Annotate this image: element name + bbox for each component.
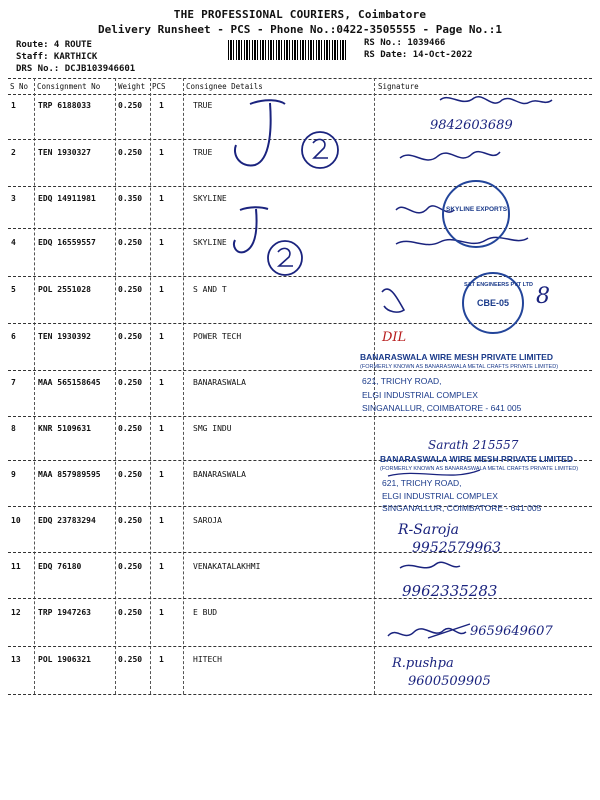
banaraswala-stamp-addr3: SINGANALLUR, COIMBATORE - 641 005 (382, 503, 542, 513)
handwritten-signature: Sarath 215557 (428, 438, 519, 452)
row-consignee: E BUD (193, 608, 218, 617)
row-consignee: BANARASWALA (193, 378, 246, 387)
handwritten-phone: 9659649607 (470, 624, 553, 639)
staff-label: Staff: KARTHICK (16, 52, 98, 62)
row-sno: 2 (11, 148, 16, 157)
st-stamp-center: CBE-05 (476, 298, 509, 308)
banaraswala-stamp-formerly: (FORMERLY KNOWN AS BANARASWALA METAL CRAFTS PRIVATE LIMITED) (360, 364, 559, 370)
row-weight: 0.250 (118, 101, 143, 110)
row-consignment: MAA 565158645 (38, 378, 101, 387)
row-consignee: SAROJA (193, 516, 222, 525)
row-sno: 3 (11, 194, 16, 203)
rs-number: RS No.: 1039466 (364, 38, 446, 48)
row-sno: 5 (11, 285, 16, 294)
row-sno: 11 (11, 562, 21, 571)
row-sno: 13 (11, 655, 21, 664)
row-consignment: POL 1906321 (38, 655, 91, 664)
row-consignment: TRP 1947263 (38, 608, 91, 617)
row-pcs: 1 (159, 516, 164, 525)
row-weight: 0.250 (118, 562, 143, 571)
row-pcs: 1 (159, 424, 164, 433)
row-pcs: 1 (159, 562, 164, 571)
row-sno: 9 (11, 470, 16, 479)
row-weight: 0.250 (118, 608, 143, 617)
banaraswala-stamp-name: BANARASWALA WIRE MESH PRIVATE LIMITED (380, 454, 573, 464)
handwritten-phone: 9952579963 (412, 540, 502, 556)
row-pcs: 1 (159, 285, 164, 294)
row-pcs: 1 (159, 378, 164, 387)
col-header-signature: Signature (378, 82, 419, 91)
row-sno: 10 (11, 516, 21, 525)
col-header-consignee: Consignee Details (186, 82, 263, 91)
row-weight: 0.250 (118, 378, 143, 387)
row-consignment: EDQ 23783294 (38, 516, 96, 525)
drs-number: DRS No.: DCJB103946601 (16, 64, 136, 74)
handwritten-phone: 9962335283 (402, 582, 498, 600)
handwritten-phone: 9600509905 (408, 674, 491, 689)
row-consignment: TRP 6188033 (38, 101, 91, 110)
row-sno: 4 (11, 238, 16, 247)
handwritten-name: R-Saroja (398, 522, 460, 538)
row-consignment: EDQ 14911981 (38, 194, 96, 203)
row-consignee: BANARASWALA (193, 470, 246, 479)
st-engineers-stamp (462, 272, 533, 334)
row-weight: 0.350 (118, 194, 143, 203)
row-weight: 0.250 (118, 470, 143, 479)
row-pcs: 1 (159, 655, 164, 664)
row-pcs: 1 (159, 148, 164, 157)
st-stamp-text: S&T ENGINEERS PVT LTD (464, 282, 533, 288)
row-sno: 8 (11, 424, 16, 433)
row-consignee: HITECH (193, 655, 222, 664)
row-consignee: POWER TECH (193, 332, 242, 341)
row-consignment: KNR 5109631 (38, 424, 91, 433)
row-pcs: 1 (159, 238, 164, 247)
row-pcs: 1 (159, 608, 164, 617)
row-consignment: MAA 857989595 (38, 470, 101, 479)
row-sno: 6 (11, 332, 16, 341)
row-consignment: TEN 1930327 (38, 148, 91, 157)
company-title: THE PROFESSIONAL COURIERS, Coimbatore (173, 8, 427, 21)
row-consignment: EDQ 16559557 (38, 238, 96, 247)
row-pcs: 1 (159, 332, 164, 341)
row-weight: 0.250 (118, 516, 143, 525)
row-weight: 0.250 (118, 285, 143, 294)
banaraswala-stamp-addr1: 621, TRICHY ROAD, (362, 376, 442, 386)
row-weight: 0.250 (118, 238, 143, 247)
col-header-consignment: Consignment No (37, 82, 101, 91)
row-sno: 7 (11, 378, 16, 387)
handwritten-name: R.pushpa (392, 656, 454, 671)
row-sno: 1 (11, 101, 16, 110)
row-consignment: EDQ 76180 (38, 562, 82, 571)
runsheet-subtitle: Delivery Runsheet - PCS - Phone No.:0422-3505555 - Page No.:1 (98, 23, 502, 36)
route-label: Route: 4 ROUTE (16, 40, 92, 50)
handwritten-note: DIL (382, 330, 407, 345)
row-consignee: TRUE (193, 148, 213, 157)
rs-date: RS Date: 14-Oct-2022 (364, 50, 473, 60)
row-pcs: 1 (159, 194, 164, 203)
row-consignee: TRUE (193, 101, 213, 110)
row-weight: 0.250 (118, 148, 143, 157)
row-weight: 0.250 (118, 424, 143, 433)
skyline-stamp (442, 180, 510, 248)
banaraswala-stamp-addr1: 621, TRICHY ROAD, (382, 478, 462, 488)
col-header-weight: Weight (118, 82, 146, 91)
row-consignment: POL 2551028 (38, 285, 91, 294)
row-weight: 0.250 (118, 332, 143, 341)
handwritten-mark: 8 (536, 284, 550, 309)
row-consignee: SKYLINE (193, 238, 227, 247)
row-sno: 12 (11, 608, 21, 617)
row-consignee: VENAKATALAKHMI (193, 562, 261, 571)
banaraswala-stamp-addr3: SINGANALLUR, COIMBATORE - 641 005 (362, 403, 522, 413)
row-pcs: 1 (159, 101, 164, 110)
row-consignee: S AND T (193, 285, 227, 294)
row-weight: 0.250 (118, 655, 143, 664)
banaraswala-stamp-name: BANARASWALA WIRE MESH PRIVATE LIMITED (360, 352, 553, 362)
row-consignee: SMG INDU (193, 424, 232, 433)
row-consignment: TEN 1930392 (38, 332, 91, 341)
col-header-pcs: PCS (152, 82, 166, 91)
col-header-sno: S No (10, 82, 29, 91)
row-pcs: 1 (159, 470, 164, 479)
skyline-stamp-text: SKYLINE EXPORTS (446, 206, 508, 213)
row-consignee: SKYLINE (193, 194, 227, 203)
banaraswala-stamp-addr2: ELGI INDUSTRIAL COMPLEX (382, 491, 498, 501)
handwritten-phone: 9842603689 (430, 118, 513, 133)
banaraswala-stamp-addr2: ELGI INDUSTRIAL COMPLEX (362, 390, 478, 400)
banaraswala-stamp-formerly: (FORMERLY KNOWN AS BANARASWALA METAL CRAFTS PRIVATE LIMITED) (380, 466, 579, 472)
